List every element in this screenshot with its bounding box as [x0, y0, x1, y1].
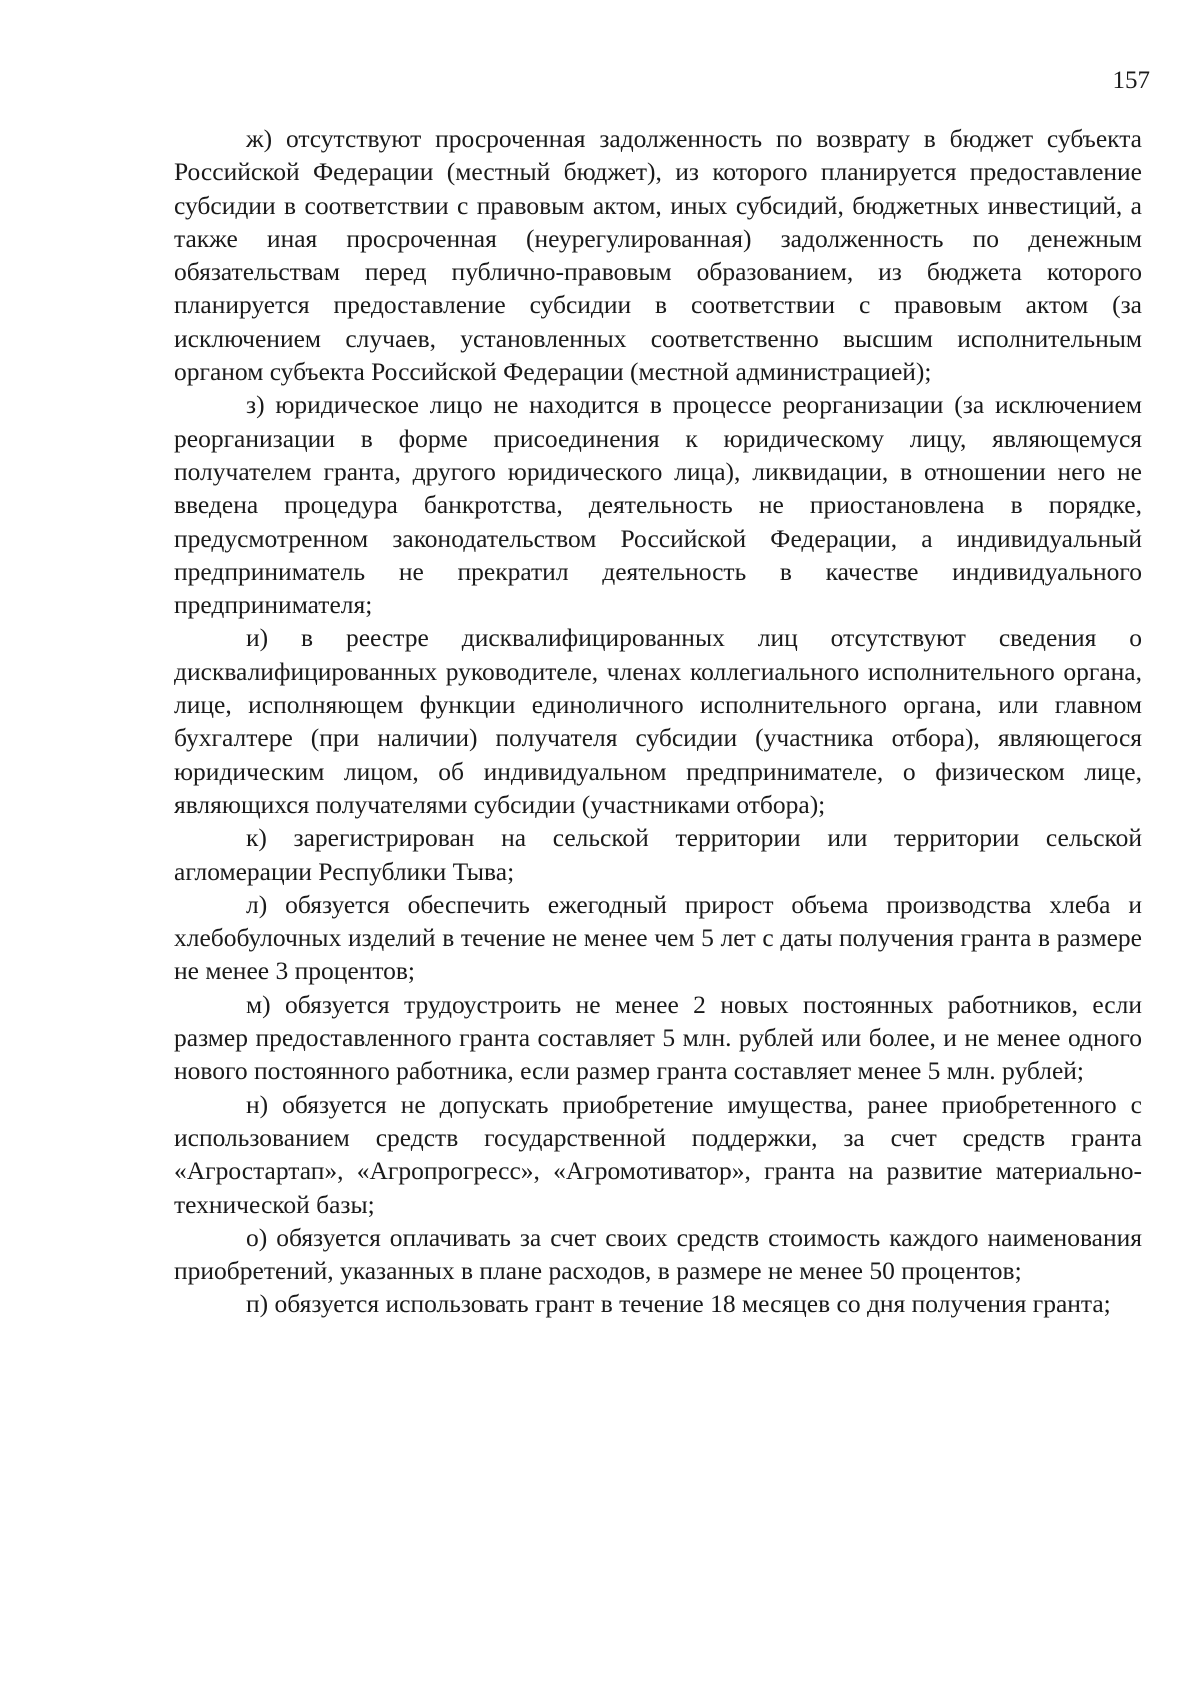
paragraph-p: п) обязуется использовать грант в течение 18 месяцев со дня получения гранта;: [246, 1289, 1111, 1319]
document-body: [174, 122, 1142, 1321]
page-number: 157: [1112, 67, 1150, 94]
paragraph-k: к) зарегистрирован на сельской территории или территории сельской агломерации Республики Тыва;: [174, 823, 1142, 886]
paragraph-l: л) обязуется обеспечить ежегодный прирост объема производства хлеба и хлебобулочных изделий в течение не менее чем 5 лет с даты получения гранта в размере не менее 3 процентов;: [174, 889, 1142, 986]
paragraph-n: н) обязуется не допускать приобретение имущества, ранее приобретенного с использованием средств государственной поддержки, за счет средств гранта «Агростартап», «Агропрогресс», «Агромотиватор», гранта на развитие материально-технической базы;: [174, 1089, 1142, 1219]
paragraph-z: з) юридическое лицо не находится в процессе реорганизации (за исключением реорганизации в форме присоединения к юридическому лицу, являющемуся получателем гранта, другого юридического лица), ликвидации, в отношении него не введена процедура банкротства, деятельность не приостановлена в порядке, предусмотренном законодательством Российской Федерации, а индивидуальный предприниматель не прекратил деятельность в качестве индивидуального предпринимателя;: [174, 390, 1142, 620]
paragraph-i: и) в реестре дисквалифицированных лиц отсутствуют сведения о дисквалифицированных руководителе, членах коллегиального исполнительного органа, лице, исполняющем функции единоличного исполнительного органа, или главном бухгалтере (при наличии) получателя субсидии (участника отбора), являющегося юридическим лицом, об индивидуальном предпринимателе, о физическом лице, являющихся получателями субсидии (участниками отбора);: [174, 623, 1142, 819]
paragraph-o: о) обязуется оплачивать за счет своих средств стоимость каждого наименования приобретений, указанных в плане расходов, в размере не менее 50 процентов;: [174, 1222, 1142, 1286]
paragraph-zh: ж) отсутствуют просроченная задолженность по возврату в бюджет субъекта Российской Федерации (местный бюджет), из которого планируется предоставление субсидии в соответствии с правовым актом, иных субсидий, бюджетных инвестиций, а также иная просроченная (неурегулированная) задолженность по денежным обязательствам перед публично-правовым образованием, из бюджета которого планируется предоставление субсидии в соответствии с правовым актом (за исключением случаев, установленных соответственно высшим исполнительным органом субъекта Российской Федерации (местной администрацией);: [174, 124, 1142, 387]
paragraph-m: м) обязуется трудоустроить не менее 2 новых постоянных работников, если размер предоставленного гранта составляет 5 млн. рублей или более, и не менее одного нового постоянного работника, если размер гранта составляет менее 5 млн. рублей;: [174, 989, 1142, 1086]
